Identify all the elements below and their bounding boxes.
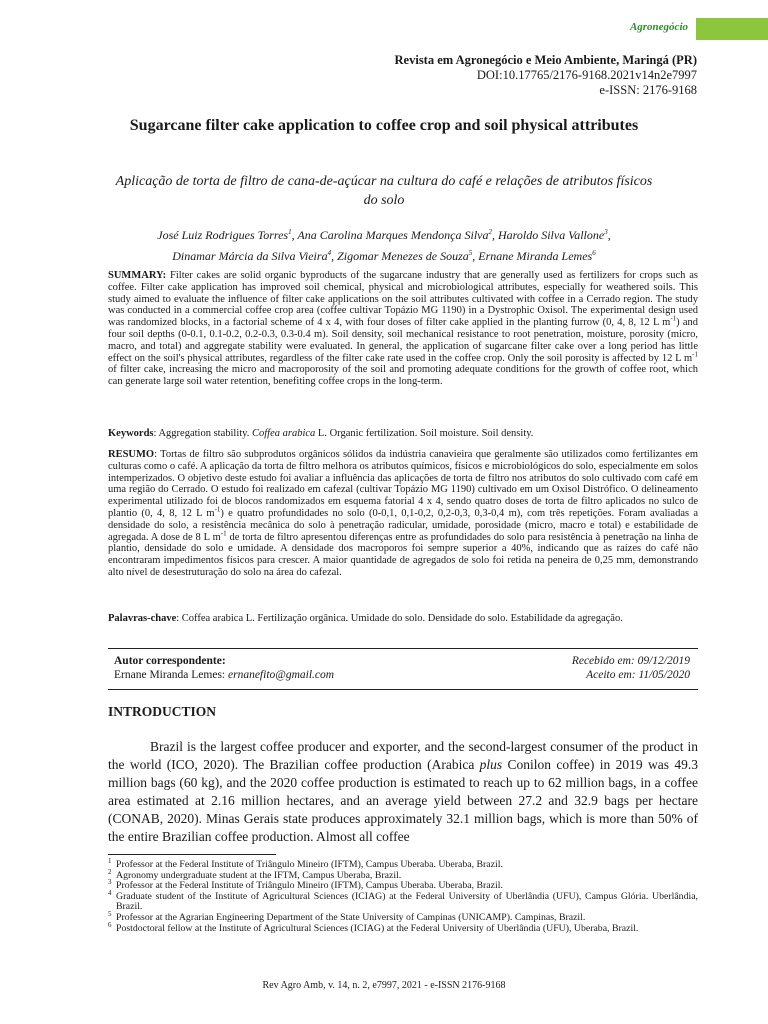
resumo-text: : Tortas de filtro são subprodutos orgânicos sólidos da indústria canavieira que geralmente são utilizados como fertilizantes em culturas como o café. A aplicação da torta de filtro melhora os atributos químicos, físicos e microbiológicos do solo, especialmente em solos intemperizados. O objetivo deste estudo foi avaliar a influência das aplicações de torta de filtro nos atributos do solo cultivado com café em uma região do Cerrado. O estudo foi realizado em cafezal (cultivar Topázio MG 1190) cultivado em um Oxisol Distrófico. O delineamento experimental utilizado foi de blocos randomizados em esquema fatorial 4 x 4, sendo quatro doses de torta de filtro aplicados no sulco de plantio (0, 4, 8, 12 L m	[108, 449, 698, 519]
author-affiliation-mark: 1	[288, 228, 292, 236]
corresponding-author-email[interactable]: ernanefito@gmail.com	[228, 669, 335, 681]
unit-exponent: -1	[220, 529, 227, 538]
summary-label: SUMMARY:	[108, 270, 167, 281]
introduction-text: Conilon coffee) in 2019 was 49.3 million bags (60 kg), and the 2020 coffee production is estimated to reach up to 62 million bags, in a coffee area estimated at 2.16 million hectares, and an average yield between 27.2 and 32.9 bags per hectare (CONAB, 2020). Minas Gerais state produces approximately 32.1 million bags, which is more than 50% of the entire Brazilian coffee production. Almost all coffee	[108, 757, 698, 844]
footnote-number: 3	[108, 878, 112, 887]
author-affiliation-mark: 2	[488, 228, 492, 236]
author-affiliation-mark: 3	[604, 228, 608, 236]
unit-exponent: -1	[670, 314, 677, 323]
keywords-species: Coffea arabica	[251, 428, 316, 439]
introduction-text: Brazil is the largest coffee producer and exporter, and the second-largest consumer of the product in the world (ICO, 2020). The Brazilian coffee production (Arabica	[108, 739, 698, 772]
palavras-chave	[108, 613, 698, 625]
corresponding-author-name: Ernane Miranda Lemes:	[114, 669, 228, 681]
keywords-text: L. Organic fertilization. Soil moisture. Soil density.	[315, 428, 534, 439]
summary-text: ) and four soil depths (0-0.1, 0.1-0.2, 0.2-0.3, 0.3-0.4 m). Soil density, soil mechanical resistance to root penetration, moisture, porosity (micro, macro, and total) and aggregate stability were evaluated. In general, the application of sugarcane filter cake over a long period has little effect on the soil's physical attributes, regardless of the filter cake rate used in the coffee crop. Only the soil porosity is affected by 12 L m	[108, 317, 698, 364]
resumo-label: RESUMO	[108, 449, 155, 460]
author-name: Ernane Miranda Lemes	[478, 249, 593, 263]
introduction-heading: INTRODUCTION	[108, 704, 217, 719]
keywords-text: : Aggregation stability.	[153, 428, 252, 439]
palavras-label: Palavras-chave	[108, 613, 177, 624]
author-name: Zigomar Menezes de Souza	[337, 249, 469, 263]
footnote-text: Professor at the Agrarian Engineering Department of the State University of Campinas (UNICAMP). Campinas, Brazil.	[116, 911, 586, 923]
summary-text: Filter cakes are solid organic byproducts of the sugarcane industry that are generally used as fertilizers for crops such as coffee. Filter cake application has improved soil chemical, physical and microbiological attributes, especially for weathered soils. This study aimed to evaluate the influence of filter cake applications on the soil attributes cultivated with coffee in a Cerrado region. The study was conducted in a commercial coffee crop area (coffee cultivar Topázio MG 1190) in a Dystrophic Oxisol. The experimental design used was randomized blocks, in a factorial scheme of 4 x 4, with four doses of filter cake applied in the planting furrow (0, 4, 8, 12 L m	[108, 270, 698, 329]
author-affiliation-mark: 4	[327, 249, 332, 257]
journal-doi: DOI:10.17765/2176-9168.2021v14n2e7997	[476, 68, 697, 82]
keywords-label: Keywords	[108, 428, 154, 439]
footnote-item	[108, 920, 698, 935]
footnote-number: 1	[108, 857, 112, 865]
author-name: Dinamar Márcia da Silva Vieira	[172, 249, 328, 263]
accepted-date: Aceito em: 11/05/2020	[586, 669, 690, 681]
footnote-number: 5	[108, 909, 112, 918]
summary-text: of filter cake, increasing the micro and macroporosity of the soil and promoting adequate conditions for the growth of coffee root, which can generate large soil water retention, benefiting coffee crops in the long-term.	[108, 364, 698, 388]
received-date: Recebido em: 09/12/2019	[571, 655, 690, 667]
keywords	[108, 428, 698, 440]
submission-dates	[572, 654, 690, 682]
resumo-text: de torta de filtro apresentou diferenças entre as profundidades do solo para resistência à penetração na linha de plantio, densidade do solo e umidade. A densidade dos macroporos foi sempre superior a 40%, indicando que as raízes do café não encontraram impedimentos físicos para crescer. A maior quantidade de agregados de solo foi retida na peneira de 0,25 mm, demonstrando alto nível de desestruturação do solo na área do cafezal.	[108, 531, 698, 578]
page-footer: Rev Agro Amb, v. 14, n. 2, e7997, 2021 - e-ISSN 2176-9168	[262, 980, 506, 991]
journal-name: Revista em Agronegócio e Meio Ambiente, Maringá (PR)	[394, 53, 697, 67]
corresponding-author	[114, 654, 334, 682]
article-title: Sugarcane filter cake application to coffee crop and soil physical attributes	[129, 117, 639, 134]
footnotes	[108, 857, 698, 934]
journal-info	[395, 53, 697, 98]
footnote-item	[108, 909, 698, 924]
corresponding-author-label: Autor correspondente:	[114, 655, 226, 667]
author-affiliation-mark: 6	[592, 249, 596, 257]
footnote-text: Professor at the Federal Institute of Triângulo Mineiro (IFTM), Campus Uberaba. Uberaba, Brazil.	[116, 880, 503, 892]
footnote-number: 4	[108, 888, 112, 897]
author-affiliation-mark: 5	[468, 249, 473, 257]
correspondence-box	[108, 648, 698, 690]
resumo-abstract	[108, 449, 698, 579]
author-name: Ana Carolina Marques Mendonça Silva	[297, 228, 489, 242]
section-tag-label: Agronegócio	[629, 21, 688, 33]
introduction-emphasis: plus	[479, 757, 503, 772]
footnote-text: Agronomy undergraduate student at the IFTM, Campus Uberaba, Brazil.	[116, 869, 402, 881]
footnote-text: Graduate student of the Institute of Agricultural Sciences (ICIAG) at the Federal University of Uberlândia (UFU), Campus Glória. Uberlândia, Brazil.	[116, 890, 698, 913]
section-tag-bar	[696, 18, 768, 40]
unit-exponent: -1	[692, 350, 698, 359]
author-name: José Luiz Rodrigues Torres	[157, 228, 289, 242]
footnote-number: 6	[108, 920, 112, 929]
footnote-item	[108, 888, 698, 913]
author-name: Haroldo Silva Vallone	[497, 228, 605, 242]
footnote-text: Postdoctoral fellow at the Institute of Agricultural Sciences (ICIAG) at the Federal University of Uberlândia (UFU), Uberaba, Brazil.	[116, 922, 639, 934]
journal-eissn: e-ISSN: 2176-9168	[599, 83, 697, 97]
introduction-paragraph	[108, 738, 698, 846]
footnote-number: 2	[108, 867, 112, 876]
footnote-divider	[108, 854, 276, 855]
unit-exponent: -1	[214, 505, 221, 514]
footnote-item	[108, 857, 698, 871]
section-tag	[600, 18, 768, 40]
resumo-text: ) e quatro profundidades no solo (0-0,1, 0,1-0,2, 0,2-0,3, 0,3-0,4 m), com três repetições. Foram avaliadas a densidade do solo, a resistência mecânica do solo à penetração radicular, umidade, porosidade (micro, macro e total) e estabilidade de agregada. A dose de 8 L m	[108, 507, 698, 543]
summary-abstract	[108, 270, 698, 388]
footnote-text: Professor at the Federal Institute of Triângulo Mineiro (IFTM), Campus Uberaba. Uberaba, Brazil.	[116, 859, 503, 870]
palavras-text: : Coffea arabica L. Fertilização orgânica. Umidade do solo. Densidade do solo. Estabilidade da agregação.	[176, 613, 623, 624]
article-subtitle: Aplicação de torta de filtro de cana-de-açúcar na cultura do café e relações de atributos físicos do solo	[115, 174, 653, 208]
author-list: José Luiz Rodrigues Torres$^1$, Ana Carolina Marques Mendonça Silva$^2$, Haroldo Silva Vallone$^3$, Dinamar Márcia da Silva Vieira$^4$, Zigomar Menezes de Souza$^5$, Ernane Miranda Lemes$^6$	[157, 228, 611, 263]
